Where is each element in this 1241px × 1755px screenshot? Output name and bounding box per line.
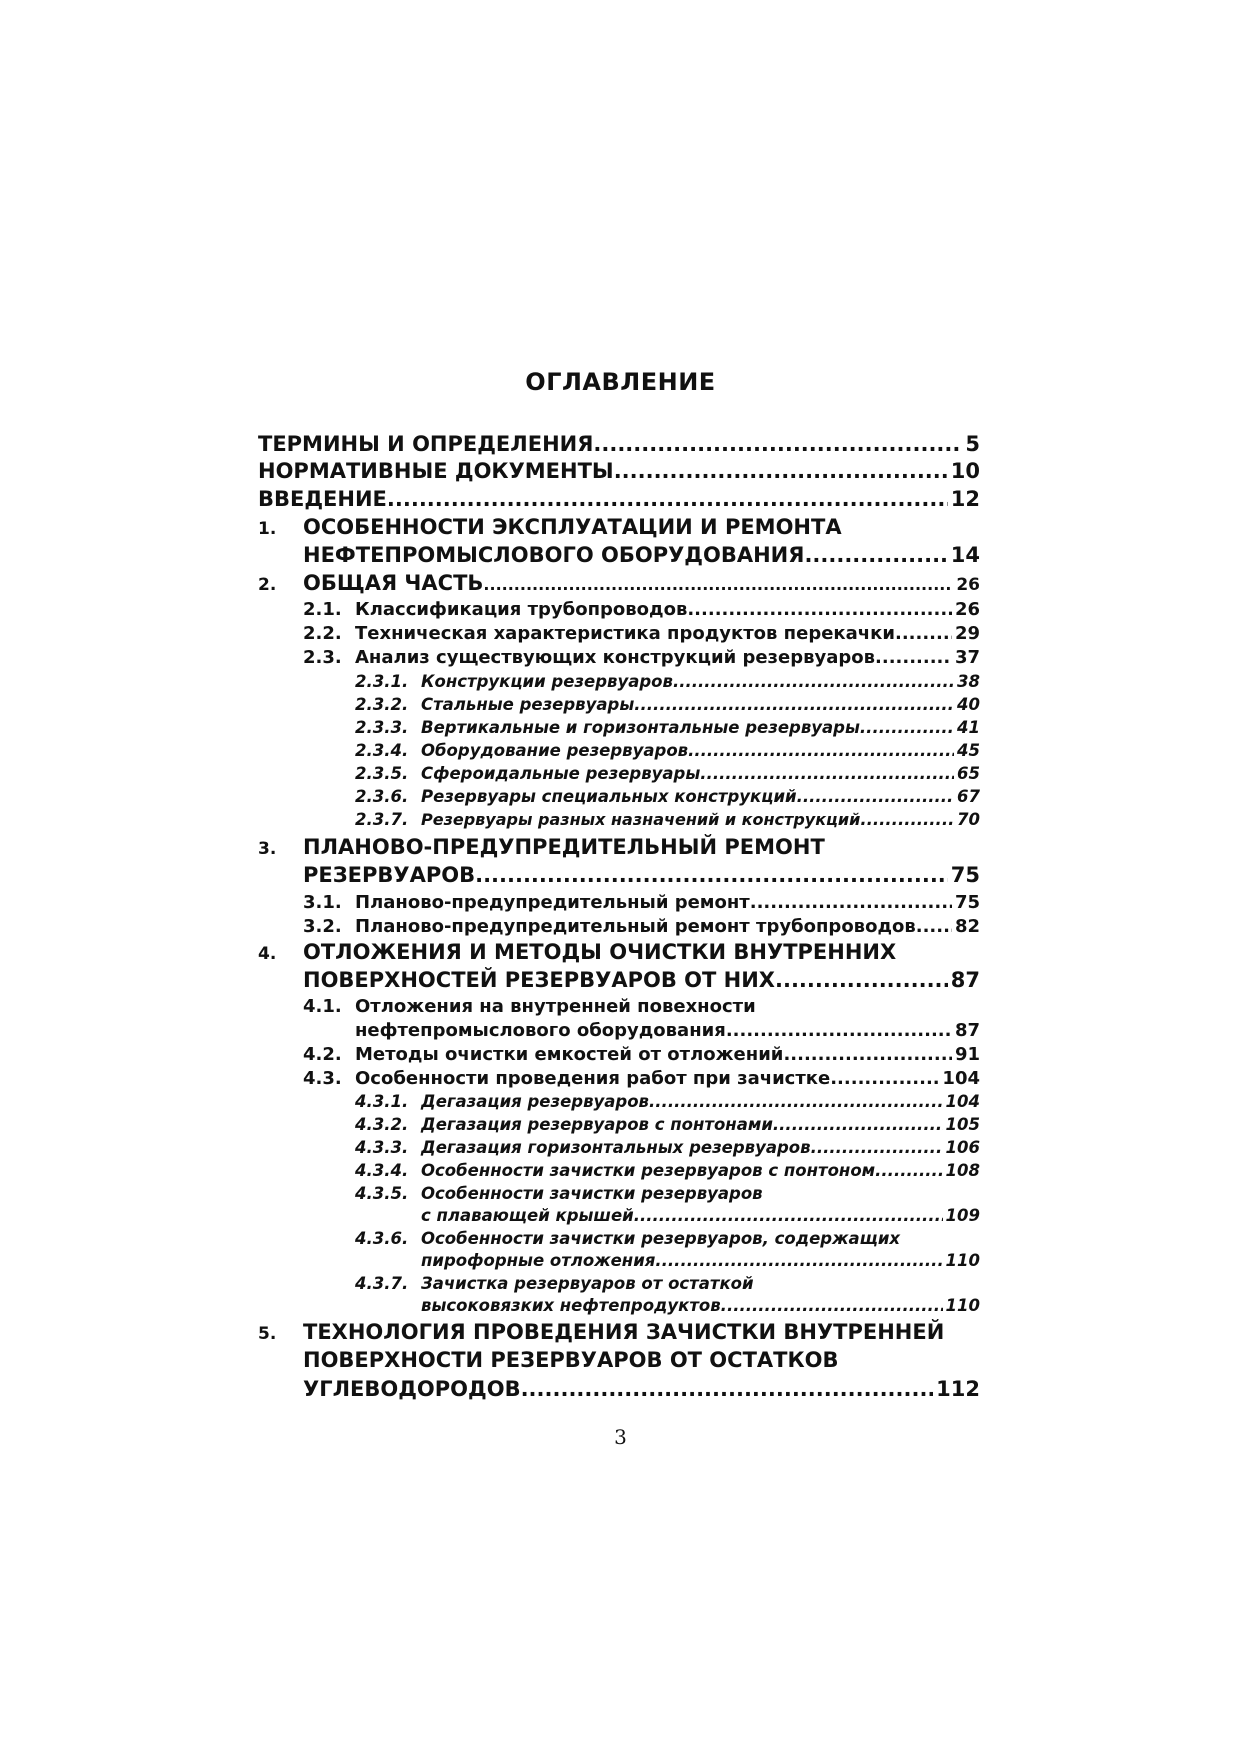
toc-entry: 2.3. Анализ существующих конструкций резервуаров ..... 37 [258, 647, 980, 668]
toc-entry-continued: высоковязких нефтепродуктов ..... 110 [258, 1296, 980, 1315]
toc-entry: 2.1. Классификация трубопроводов ..... 26 [258, 599, 980, 620]
toc-entry: 4.3.3. Дегазация горизонтальных резервуаров ..... 106 [258, 1138, 980, 1157]
toc-entry: 2. ОБЩАЯ ЧАСТЬ ..... 26 [258, 571, 980, 595]
toc-entry: 2.3.2. Стальные резервуары ..... 40 [258, 695, 980, 714]
toc-entry: 3.2. Планово-предупредительный ремонт трубопроводов ..... 82 [258, 916, 980, 937]
toc-entry: 4.3.2. Дегазация резервуаров с понтонами ..... 105 [258, 1115, 980, 1134]
toc-entry: 4.1. Отложения на внутренней повехности [303, 996, 756, 1017]
toc-entry-continued: пирофорные отложения ..... 110 [258, 1251, 980, 1270]
toc-entry-continued: РЕЗЕРВУАРОВ ..... 75 [258, 863, 980, 887]
toc-entry: 4.3.5. Особенности зачистки резервуаров [355, 1184, 763, 1203]
toc-entry: 4.3.4. Особенности зачистки резервуаров с понтоном ..... 108 [258, 1161, 980, 1180]
toc-entry: 2.3.5. Сфероидальные резервуары ..... 65 [258, 764, 980, 783]
toc-entry-continued: с плавающей крышей ..... 109 [258, 1206, 980, 1225]
toc-entry: 5. ТЕХНОЛОГИЯ ПРОВЕДЕНИЯ ЗАЧИСТКИ ВНУТРЕННЕЙ [258, 1320, 945, 1344]
toc-entry: 4.3. Особенности проведения работ при зачистке ..... 104 [258, 1068, 980, 1089]
toc-entry: 2.3.3. Вертикальные и горизонтальные резервуары ..... 41 [258, 718, 980, 737]
toc-entry-continued: НЕФТЕПРОМЫСЛОВОГО ОБОРУДОВАНИЯ ..... 14 [258, 543, 980, 567]
toc-entry: 2.3.1. Конструкции резервуаров ..... 38 [258, 672, 980, 691]
toc-entry: 2.3.7. Резервуары разных назначений и конструкций ..... 70 [258, 810, 980, 829]
toc-entry: ТЕРМИНЫ И ОПРЕДЕЛЕНИЯ ..... 5 [258, 432, 980, 456]
toc-entry: 4.3.7. Зачистка резервуаров от остаткой [355, 1274, 754, 1293]
toc-entry: 3. ПЛАНОВО-ПРЕДУПРЕДИТЕЛЬНЫЙ РЕМОНТ [258, 835, 825, 859]
toc-entry: 4.3.6. Особенности зачистки резервуаров, содержащих [355, 1229, 901, 1248]
toc-entry-continued: ПОВЕРХНОСТИ РЕЗЕРВУАРОВ ОТ ОСТАТКОВ [303, 1348, 839, 1372]
toc-entry: 4. ОТЛОЖЕНИЯ И МЕТОДЫ ОЧИСТКИ ВНУТРЕННИХ [258, 940, 897, 964]
toc-entry-continued: нефтепромыслового оборудования ..... 87 [258, 1020, 980, 1041]
toc-entry: НОРМАТИВНЫЕ ДОКУМЕНТЫ ..... 10 [258, 459, 980, 483]
toc-entry: 3.1. Планово-предупредительный ремонт ..... 75 [258, 892, 980, 913]
toc-entry: 4.3.1. Дегазация резервуаров ..... 104 [258, 1092, 980, 1111]
toc-entry: ВВЕДЕНИЕ ..... 12 [258, 487, 980, 511]
toc-entry: 2.2. Техническая характеристика продуктов перекачки ..... 29 [258, 623, 980, 644]
toc-entry-continued: ПОВЕРХНОСТЕЙ РЕЗЕРВУАРОВ ОТ НИХ ..... 87 [258, 968, 980, 992]
toc-entry: 1. ОСОБЕННОСТИ ЭКСПЛУАТАЦИИ И РЕМОНТА [258, 515, 842, 539]
page-number: 3 [614, 1425, 627, 1449]
toc-entry-continued: УГЛЕВОДОРОДОВ ..... 112 [258, 1377, 980, 1401]
toc-entry: 2.3.6. Резервуары специальных конструкций ..... 67 [258, 787, 980, 806]
toc-entry: 4.2. Методы очистки емкостей от отложений ..... 91 [258, 1044, 980, 1065]
page-title: ОГЛАВЛЕНИЕ [525, 368, 716, 396]
toc-entry: 2.3.4. Оборудование резервуаров ..... 45 [258, 741, 980, 760]
